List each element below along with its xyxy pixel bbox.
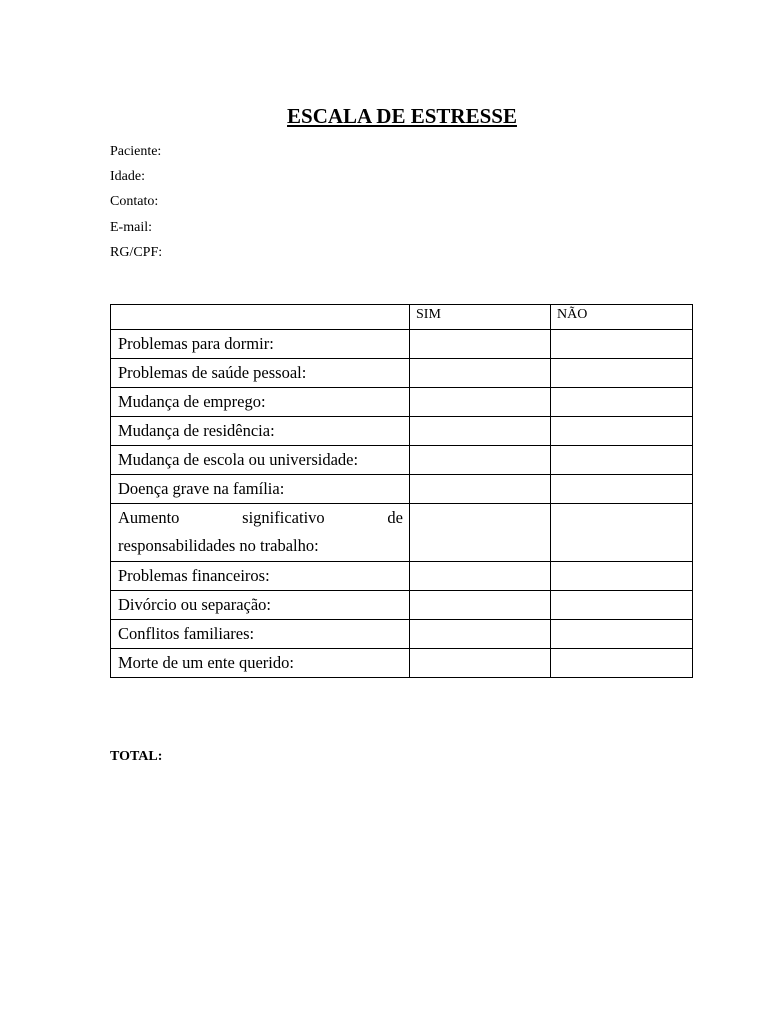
table-row [111,417,693,446]
nao-cell[interactable] [551,417,693,446]
item-cell [111,388,410,417]
field-idade: Idade: [110,169,145,185]
item-label: Problemas para dormir: [118,334,274,353]
item-cell [111,446,410,475]
item-label: Problemas de saúde pessoal: [118,363,307,382]
table-row [111,330,693,359]
sim-cell[interactable] [410,620,551,649]
sim-cell[interactable] [410,562,551,591]
item-cell [111,504,410,562]
table-row [111,446,693,475]
table-row [111,591,693,620]
header-item-cell [111,305,410,330]
item-cell [111,620,410,649]
item-label: Aumento significativo de responsabilidades no trabalho: [118,508,403,555]
item-label: Morte de um ente querido: [118,653,294,672]
item-cell [111,562,410,591]
nao-cell[interactable] [551,330,693,359]
nao-cell[interactable] [551,591,693,620]
item-cell [111,475,410,504]
field-rg-cpf: RG/CPF: [110,244,163,260]
sim-cell[interactable] [410,417,551,446]
field-email: E-mail: [110,219,152,235]
patient-info-fields [110,139,162,265]
stress-scale-table [110,304,693,678]
table-row [111,504,693,562]
item-label: Divórcio ou separação: [118,595,272,614]
sim-cell[interactable] [410,649,551,678]
total-label: TOTAL: [110,749,163,764]
sim-cell[interactable] [410,475,551,504]
table-row [111,359,693,388]
item-label: Mudança de emprego: [118,392,266,411]
table-row [111,649,693,678]
nao-cell[interactable] [551,475,693,504]
nao-cell[interactable] [551,359,693,388]
nao-cell[interactable] [551,562,693,591]
sim-cell[interactable] [410,330,551,359]
sim-cell[interactable] [410,446,551,475]
nao-cell[interactable] [551,504,693,562]
item-label: Problemas financeiros: [118,566,270,585]
header-sim: SIM [410,305,551,330]
nao-cell[interactable] [551,620,693,649]
item-cell [111,649,410,678]
item-label: Conflitos familiares: [118,624,255,643]
item-label: Doença grave na família: [118,479,285,498]
header-nao: NÃO [551,305,693,330]
document-title: ESCALA DE ESTRESSE [287,104,517,128]
sim-cell[interactable] [410,388,551,417]
item-label: Mudança de escola ou universidade: [118,450,359,469]
sim-cell[interactable] [410,504,551,562]
table-row [111,620,693,649]
table-row [111,475,693,504]
item-cell [111,359,410,388]
sim-cell[interactable] [410,591,551,620]
table-row [111,562,693,591]
nao-cell[interactable] [551,388,693,417]
nao-cell[interactable] [551,649,693,678]
sim-cell[interactable] [410,359,551,388]
field-contato: Contato: [110,194,159,210]
table-header-row [111,305,693,330]
item-cell [111,330,410,359]
nao-cell[interactable] [551,446,693,475]
item-cell [111,591,410,620]
item-label: Mudança de residência: [118,421,275,440]
table-row [111,388,693,417]
item-cell [111,417,410,446]
field-paciente: Paciente: [110,144,162,159]
